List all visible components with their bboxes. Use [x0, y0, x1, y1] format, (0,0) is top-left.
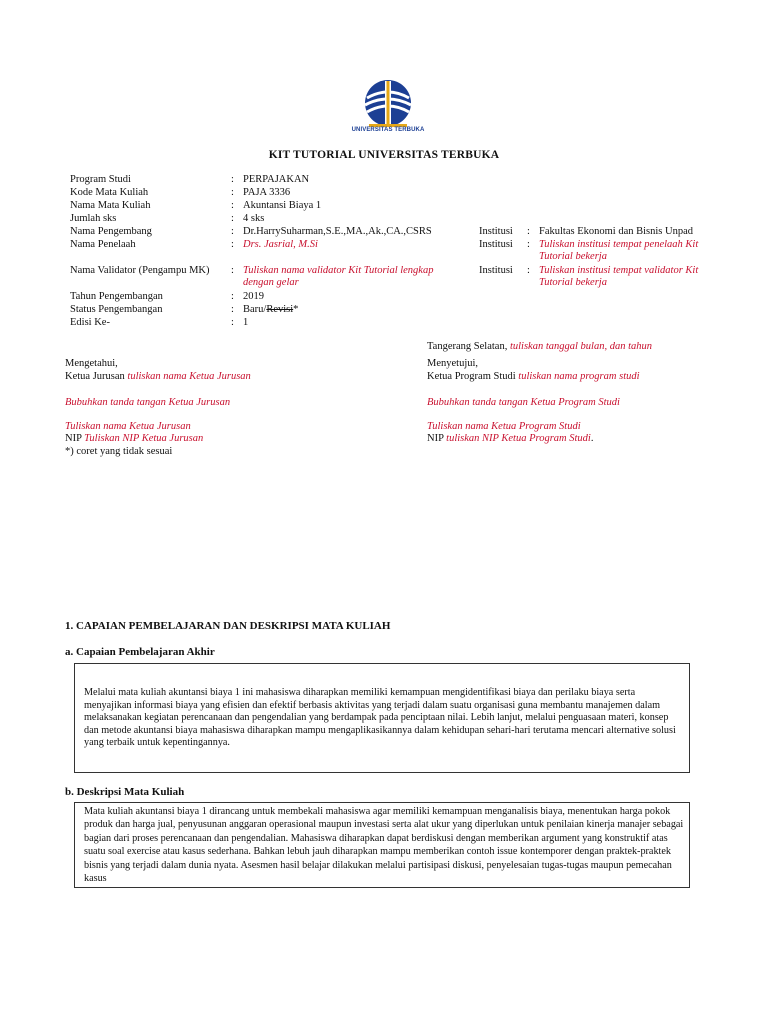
left-sign-nip [65, 433, 203, 444]
left-sign-role [65, 371, 251, 382]
status-value [243, 304, 298, 315]
tahun-value: 2019 [243, 291, 264, 302]
colon: : [527, 239, 530, 250]
place-date-placeholder: tuliskan tanggal bulan, dan tahun [509, 341, 652, 352]
pengembang-institusi-value: Fakultas Ekonomi dan Bisnis Unpad [539, 226, 693, 237]
footnote: *) coret yang tidak sesuai [65, 446, 173, 457]
right-nip-label: NIP [427, 433, 447, 444]
status-asterisk: * [293, 304, 299, 315]
subsection-a-heading: a. Capaian Pembelajaran Akhir [65, 646, 215, 658]
colon: : [231, 187, 234, 198]
program-studi-value: PERPAJAKAN [243, 174, 310, 185]
validator-value: Tuliskan nama validator Kit Tutorial lengkap dengan gelar [243, 265, 434, 288]
colon: : [527, 226, 530, 237]
penelaah-value: Drs. Jasrial, M.Si [243, 239, 318, 250]
penelaah-institusi-label: Institusi [479, 239, 513, 250]
penelaah-institusi-value: Tuliskan institusi tempat penelaah Kit Tutorial bekerja [539, 239, 699, 262]
place-date-plain: Tangerang Selatan, [427, 341, 510, 352]
page-title: KIT TUTORIAL UNIVERSITAS TERBUKA [268, 149, 500, 161]
left-sign-heading: Mengetahui, [65, 358, 118, 369]
right-nip-placeholder: tuliskan NIP Ketua Program Studi [446, 433, 591, 444]
penelaah-label: Nama Penelaah [70, 239, 136, 250]
nama-mk-label: Nama Mata Kuliah [70, 200, 151, 211]
colon: : [231, 213, 234, 224]
right-role-placeholder: tuliskan nama program studi [518, 371, 640, 382]
pengembang-label: Nama Pengembang [70, 226, 152, 237]
edisi-label: Edisi Ke- [70, 317, 110, 328]
colon: : [231, 304, 234, 315]
jumlah-sks-value: 4 sks [243, 213, 265, 224]
colon: : [231, 317, 234, 328]
left-nip-label: NIP [65, 433, 85, 444]
colon: : [231, 174, 234, 185]
jumlah-sks-label: Jumlah sks [70, 213, 117, 224]
deskripsi-text: Mata kuliah akuntansi biaya 1 dirancang untuk membekali mahasiswa agar memiliki kemampuan menganalisis biaya, menentukan harga pokok produk dan harga jual, penyusunan anggaran operasional maupun investasi serta alat ukur yang diperlukan untuk penilaian kinerja manajer sebagai bagian dari proses perencanaan dan pengendalian. Mahasiswa diharapkan dapat berdiskusi dengan memberikan argument yang konstruktif atas suatu soal exercise atau kasus sederhana. Bahkan lebuh jauh diharapkan mampu memberikan contoh issue kontemporer dengan praktek-praktek bisnis yang terjadi dalam dunia nyata. Asesmen hasil belajar dilakukan melalui partisipasi diskusi, penyelesaian tugas-tugas maupun pemecahan kasus [84, 806, 684, 885]
colon: : [231, 291, 234, 302]
left-sign-placeholder: Bubuhkan tanda tangan Ketua Jurusan [65, 397, 231, 408]
colon: : [231, 226, 234, 237]
right-nip-tail: . [590, 433, 594, 444]
colon: : [231, 200, 234, 211]
colon: : [527, 265, 530, 276]
pengembang-institusi-label: Institusi [479, 226, 513, 237]
left-nip-placeholder: Tuliskan NIP Ketua Jurusan [84, 433, 204, 444]
capaian-text: Melalui mata kuliah akuntansi biaya 1 ini mahasiswa diharapkan memiliki kemampuan mengidentifikasi biaya dan perilaku biaya serta menyajikan informasi biaya yang efisien dan efektif berbasis aktivitas yang terjadi dalam suatu organisasi guna membantu manajemen dalam melaksanakan kegiatan perencanaan dan pengendalian yang berdampak pada penciptaan nilai. Lebih lanjut, melalui penguasaan materi, konsep dan metode akuntansi biaya mahasiswa diharapkan mampu mengaplikasikannya dalam kehidupan sehari-hari terutama mencari alternative solusi yang terbaik untuk kepentingannya. [84, 687, 676, 749]
right-sign-nip [427, 433, 593, 444]
pengembang-value: Dr.HarrySuharman,S.E.,MA.,Ak.,CA.,CSRS [243, 226, 432, 237]
deskripsi-box [74, 802, 690, 888]
right-sign-placeholder: Bubuhkan tanda tangan Ketua Program Studi [427, 397, 620, 408]
left-role-placeholder: tuliskan nama Ketua Jurusan [127, 371, 251, 382]
nama-mk-value: Akuntansi Biaya 1 [243, 200, 322, 211]
tahun-label: Tahun Pengembangan [70, 291, 163, 302]
status-strike: Revisi [266, 304, 294, 315]
right-sign-role [427, 371, 640, 382]
right-role-plain: Ketua Program Studi [427, 371, 519, 382]
validator-institusi-label: Institusi [479, 265, 513, 276]
left-sign-name: Tuliskan nama Ketua Jurusan [65, 421, 191, 432]
kode-mk-label: Kode Mata Kuliah [70, 187, 149, 198]
validator-label: Nama Validator (Pengampu MK) [70, 265, 210, 276]
program-studi-label: Program Studi [70, 174, 131, 185]
colon: : [231, 265, 234, 276]
logo-caption: UNIVERSITAS TERBUKA [351, 127, 425, 133]
right-sign-name: Tuliskan nama Ketua Program Studi [427, 421, 581, 432]
subsection-b-heading: b. Deskripsi Mata Kuliah [65, 786, 185, 798]
edisi-value: 1 [243, 317, 249, 328]
left-role-plain: Ketua Jurusan [65, 371, 128, 382]
place-date [427, 341, 652, 352]
colon: : [231, 239, 234, 250]
status-label: Status Pengembangan [70, 304, 163, 315]
kode-mk-value: PAJA 3336 [243, 187, 291, 198]
section-heading: 1. CAPAIAN PEMBELAJARAN DAN DESKRIPSI MATA KULIAH [65, 620, 391, 632]
status-plain: Baru/ [243, 304, 267, 315]
right-sign-heading: Menyetujui, [427, 358, 479, 369]
validator-institusi-value: Tuliskan institusi tempat validator Kit Tutorial bekerja [539, 265, 699, 288]
capaian-box [74, 663, 690, 773]
